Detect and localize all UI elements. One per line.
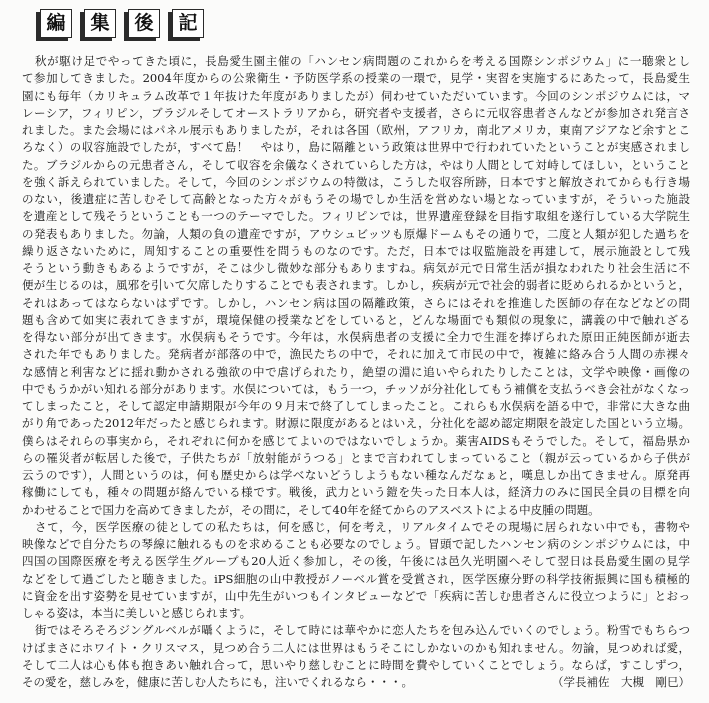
body-line: れました。また会場にはパネル展示もありましたが，それは各国（欧州，アフリカ，南北アメリカ，東南アジアなど余すとこ [22,123,690,137]
body-line: かわせることで国力を高めてきましたが，その間に，そして40年を経てからのアスベストによる中皮腫の問題。 [22,502,600,517]
body-line: さて，今，医学医療の徒としての私たちは，何を感じ，何を考え，リアルタイムでその現場に居られない中でも，書物や [35,519,690,534]
paragraph-medical-students [22,519,690,623]
body-line: レーシア，フィリピン，ブラジルそしてオーストラリアから，研究者や支援者，さらに元収容患者さんなどが参加され発言さ [22,105,690,120]
body-line: 繰り返さないために，周知することの重要性を問うものなのです。ただ，日本では収監施設を再建して，展示施設として残 [22,243,690,258]
body-line: の発表もありました。勿論，人類の負の遺産ですが，アウシュビッツも原爆ドームもその通りで，二度と人類が犯した過ちを [22,226,690,241]
body-line: を強く訴えられていました。そして，今回のシンポジウムの特徴は，こうした収容所跡，日本ですと解放されてからも行き場 [22,174,690,189]
body-line: そうという動きもあるようですが，そこは少し微妙な部分もありますね。病気が元で日常生活が損なわれたり社会生活に不 [22,261,690,275]
closing-row [22,674,690,691]
body-line: 秋が駆け足でやってきた頃に，長島愛生園主催の「ハンセン病問題のこれからを考える国際シンポジウム」に一聴衆とし [35,54,690,68]
body-line: それはあってはならないはずです。しかし，ハンセン病は国の隔離政策，さらにはそれを推進した医師の存在などなどの問 [22,295,690,310]
body-line: 云うのです），人間というのは，何も歴史からは学べないどうしようもない種なんだなぁと，嘆息しか出てきません。原発再 [22,468,690,482]
article-body [22,53,690,691]
body-line: 映像などで自分たちの琴線に触れるものを求めることも必要なのでしょう。冒頭で記したハンセン病のシンポジウムには，中 [22,537,690,551]
body-line: などをして過ごしたと聴きました。iPS細胞の山中教授がノーベル賞を受賞され，医学医療分野の科学技術振興に国も積極的 [22,571,690,586]
body-line: 街ではそろそろジングルベルが囁くように，そして時には華やかに恋人たちを包み込んでいくのでしょう。粉雪でもちらつ [35,623,690,638]
title-char: 後 [128,9,160,38]
editorial-postscript-title [40,9,210,43]
body-line: を得ない部分が出てきます。水俣病もそうです。今年は，水俣病患者の支援に全力で生涯を捧げられた原田正純医師が逝去 [22,330,690,344]
body-line: ろなく）の収容施設でしたが，すべて島！ やはり，島に隔離という政策は世界中で行われていたということが実感されまし [22,140,690,155]
body-line: そして二人は心も体も抱きあい触れ合って，思いやり慈しむことに時間を費やしていくことでしょう。ならば，すこしずつ， [22,657,690,672]
body-line: 中でもうかがい知れる部分があります。水俣については，もう一つ，チッソが分社化してもう補償を支払うべき会社がなくなっ [22,381,690,396]
body-line: 僕らはそれらの事実から，それぞれに何かを感じてよいのではないでしょうか。薬害AIDSもそうでした。そして，福島県か [22,433,690,448]
body-line: 稼働にしても，種々の問題が絡んでいる様です。戦後，武力という鎧を失った日本人は，経済力のみに国民全員の目標を向 [22,485,690,500]
title-char: 編 [40,9,72,38]
body-line: 便が生じるのは，風邪を引いて欠席したりすることでも表されます。しかし，疾病が元で社会的弱者に貶められるかというと， [22,278,690,293]
body-line: けばまさにホワイト・クリスマス，見つめ合う二人には世界はもうそこにしかないのかも知れません。勿論，見つめれば愛， [22,640,690,655]
title-char: 記 [172,9,204,38]
body-line: を遺産として残そうということも一つのテーマでした。フィリピンでは，世界遺産登録を目指す取組を遂行している大学院生 [22,209,690,224]
author-signature: （学長補佐 大槻 剛巳） [552,675,690,689]
body-line: 四国の国際医療を考える医学生グループも20人近く参加し，その後，午後には邑久光明園へそして翌日は長島愛生園の見学 [22,554,690,569]
body-line: らの罹災者が転居した後で，子供たちが「放射能がうつる」とまで言われてしまっていること（親が云っているから子供が [22,450,690,465]
body-line: て参加してきました。2004年度からの公衆衛生・予防医学系の授業の一環で，見学・実習を実施するにあたって，長島愛生 [22,71,690,86]
paragraph-christmas [22,622,690,691]
paragraph-symposium [22,53,690,519]
body-line: な感情と利害などに揺れ動かされる強欲の中で虐げられたり，絶望の淵に追いやられたりしたことは，文学や映像・画像の [22,364,690,379]
body-line: てしまったこと，そして認定申請期限が今年の９月末で終了してしまったこと。これらも水俣病を語る中で，非常に大きな曲 [22,399,690,413]
body-line: がり角であった2012年だったと感じられます。財源に限度があるとはいえ，分社化を認め認定期限を設定した国という立場。 [22,416,690,431]
body-line: された年でもありました。発病者が部落の中で，漁民たちの中で，それに加えて市民の中で，複雑に絡み合う人間の赤裸々 [22,347,690,362]
body-line: しゃる姿は，本当に美しいと感じられます。 [22,606,252,620]
body-line: た。ブラジルからの元患者さん，そして収容を余儀なくされていらした方は，やはり人間として対峙してほしい，ということ [22,157,690,172]
body-line: に資金を出す姿勢を見せていますが，山中先生がいつもインタビューなどで「疾病に苦しむ患者さんに役立つように」とおっ [22,588,690,603]
body-line: 園にも毎年（カリキュラム改革で１年抜けた年度がありましたが）伺わせていただいています。今回のシンポジウムには，マ [22,88,690,103]
body-line: のない，後遺症に苦しむそして高齢となった方々がもうその場でしか生活を営めない場となっていますが，そういった施設 [22,192,690,206]
body-line: その愛を，慈しみを，健康に苦しむ人たちにも，注いでくれるなら・・・。 [22,675,413,689]
title-char: 集 [84,9,116,38]
body-line: 題も含めて如実に表れてきますが，環境保健の授業などをしていると，どんな場面でも類似の現象に，講義の中で触れざる [22,312,690,327]
